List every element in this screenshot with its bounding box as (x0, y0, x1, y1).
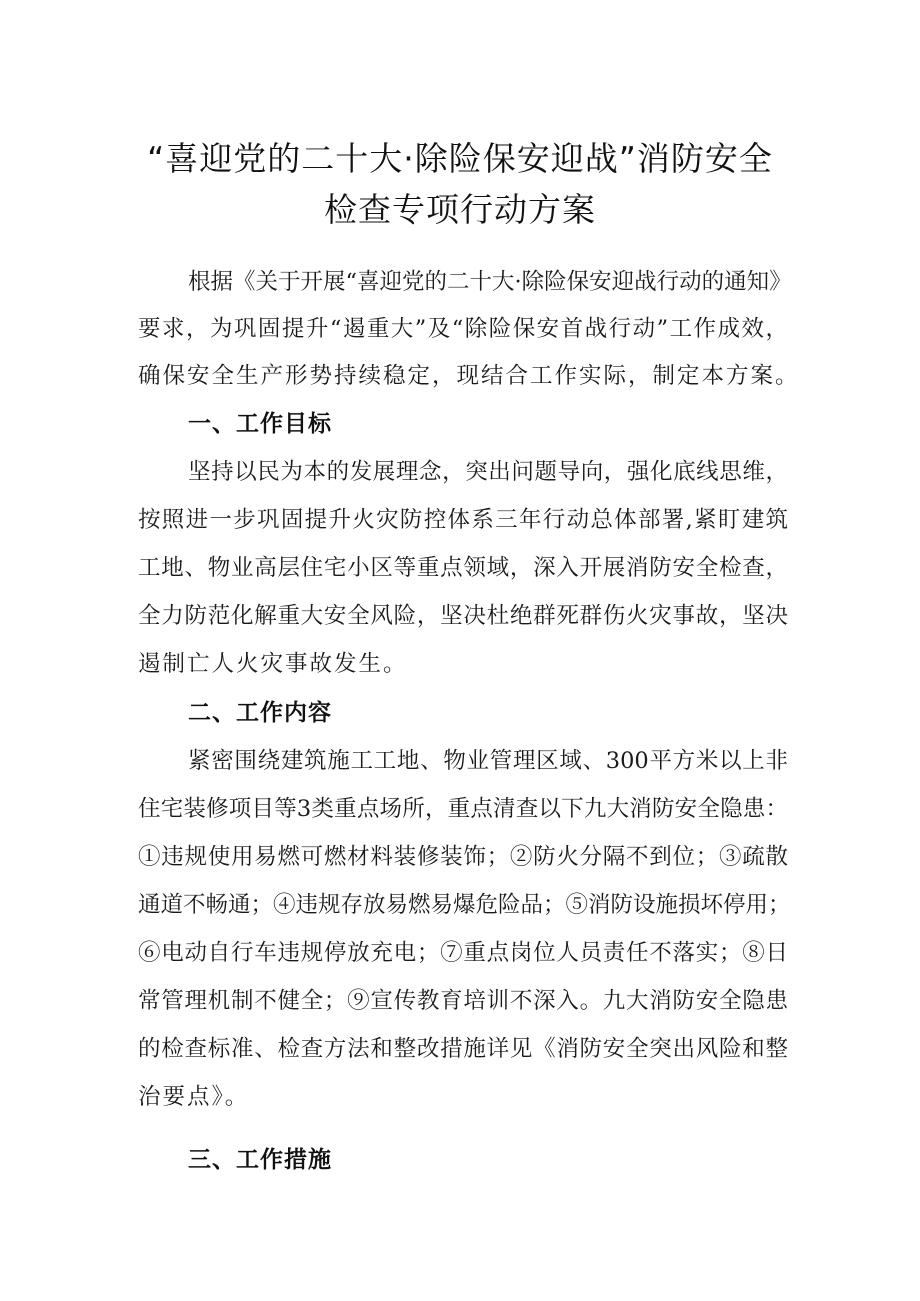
paragraph-line: 的检查标准、检查方法和整改措施详见《消防安全突出风险和整 (138, 1036, 788, 1062)
paragraph-line: 常管理机制不健全；⑨宣传教育培训不深入。九大消防安全隐患 (138, 988, 788, 1014)
paragraph-line: 工地、物业高层住宅小区等重点领域，深入开展消防安全检查， (138, 555, 788, 581)
paragraph-line: 通道不畅通；④违规存放易燃易爆危险品；⑤消防设施损坏停用； (138, 892, 791, 918)
intro-line: 确保安全生产形势持续稳定，现结合工作实际，制定本方案。 (138, 363, 800, 389)
paragraph-line: 按照进一步巩固提升火灾防控体系三年行动总体部署,紧盯建筑 (138, 507, 788, 533)
paragraph-line: 住宅装修项目等3类重点场所，重点清查以下九大消防安全隐患： (138, 796, 788, 822)
section-heading-content: 二、工作内容 (188, 700, 332, 726)
paragraph-line: ①违规使用易燃可燃材料装修装饰；②防火分隔不到位；③疏散 (138, 844, 788, 870)
paragraph-line: ⑥电动自行车违规停放充电；⑦重点岗位人员责任不落实；⑧日 (138, 940, 788, 966)
paragraph-line: 全力防范化解重大安全风险，坚决杜绝群死群伤火灾事故，坚决 (138, 603, 788, 629)
document-title-line-1: “喜迎党的二十大·除险保安迎战”消防安全 (147, 139, 773, 178)
paragraph-line: 治要点》。 (138, 1084, 250, 1110)
document-title-line-2: 检查专项行动方案 (324, 190, 596, 229)
paragraph-line: 遏制亡人火灾事故发生。 (138, 651, 408, 677)
intro-line: 根据《关于开展“喜迎党的二十大·除险保安迎战行动的通知》 (188, 269, 792, 295)
section-heading-measures: 三、工作措施 (188, 1147, 332, 1173)
paragraph-line: 紧密围绕建筑施工工地、物业管理区域、300平方米以上非 (188, 748, 788, 774)
paragraph-line: 坚持以民为本的发展理念，突出问题导向，强化底线思维， (188, 459, 788, 485)
section-heading-goals: 一、工作目标 (188, 411, 332, 437)
intro-line: 要求，为巩固提升“遏重大”及“除险保安首战行动”工作成效， (138, 316, 788, 342)
